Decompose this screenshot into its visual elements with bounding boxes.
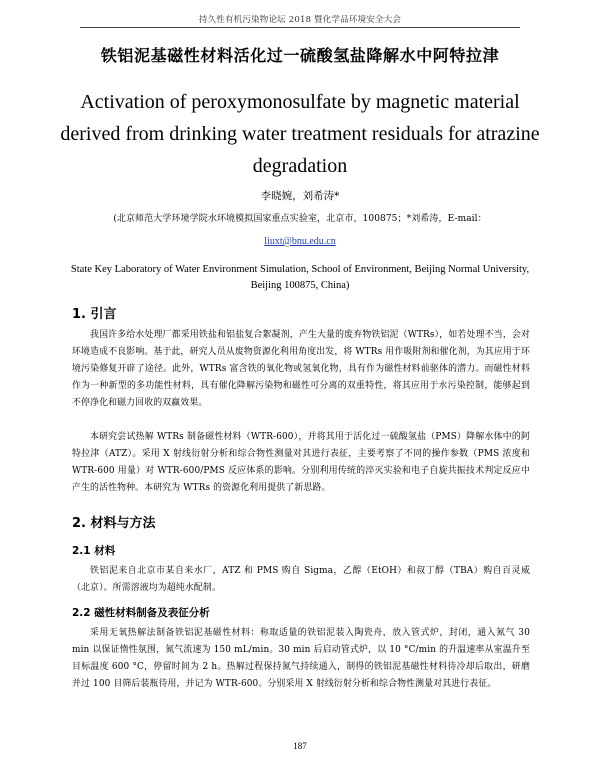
subsection-heading-preparation: 2.2 磁性材料制备及表征分析 xyxy=(72,607,210,619)
email-link[interactable]: liuxt@bnu.edu.cn xyxy=(264,236,336,247)
running-header: 持久性有机污染物论坛 2018 暨化学品环境安全大会 xyxy=(80,13,520,28)
authors: 李晓婉，刘希涛* xyxy=(260,190,340,202)
section-heading-methods: 2. 材料与方法 xyxy=(72,516,156,531)
email-line xyxy=(0,236,600,247)
subsection-heading-materials: 2.1 材料 xyxy=(72,545,116,557)
page-number: 187 xyxy=(293,741,307,751)
intro-paragraph-2: 本研究尝试热解 WTRs 制备磁性材料（WTR-600），并将其用于活化过一硫酸氢盐（PMS）降解水体中的阿特拉津（ATZ）。采用 X 射线衍射分析和综合物性测量对其进行表征，主要考察了不同的操作参数（PMS 浓度和 WTR-600 用量）对 WTR-600/PMS 反应体系的影响。分别利用传统的淬灭实验和电子自旋共振技术判定反应中产生的活性物种。本研究为 WTRs 的资源化利用提供了新思路。 xyxy=(72,432,530,493)
materials-paragraph: 铁铝泥来自北京市某自来水厂，ATZ 和 PMS 购自 Sigma，乙醇（EtOH）和叔丁醇（TBA）购自百灵威（北京）。所需溶液均为超纯水配制。 xyxy=(72,566,530,593)
title-chinese: 铁铝泥基磁性材料活化过一硫酸氢盐降解水中阿特拉津 xyxy=(100,46,500,65)
section-heading-introduction: 1. 引言 xyxy=(72,307,117,322)
preparation-paragraph: 采用无氧热解法制备铁铝泥基磁性材料：称取适量的铁铝泥装入陶瓷舟，放入管式炉，封闭，通入氮气 30 min 以保证惰性氛围，氮气流速为 150 mL/min。30 min 后启动管式炉，以 10 °C/min 的升温速率从室温升至目标温度 600 °C，停留时间为 2 h。热解过程保持氮气持续通入，制得的铁铝泥基磁性材料待冷却后取出，研磨并过 100 目筛后装瓶待用，并记为 WTR-600。分别采用 X 射线衍射分析和综合物性测量对其进行表征。 xyxy=(72,628,530,689)
affiliation-chinese: (北京师范大学环境学院水环境模拟国家重点实验室，北京市，100875；*刘希涛，E-mail： xyxy=(113,214,487,224)
title-english: Activation of peroxymonosulfate by magnetic material derived from drinking water treatment residuals for atrazine degradation xyxy=(60,91,540,177)
affiliation-english: State Key Laboratory of Water Environment Simulation, School of Environment, Beijing Normal University, Beijing 100875, China) xyxy=(70,264,530,291)
intro-paragraph-1: 我国许多给水处理厂都采用铁盐和铝盐复合絮凝剂，产生大量的废弃物铁铝泥（WTRs），如若处理不当，会对环境造成不良影响。基于此，研究人员从废物资源化利用角度出发，将 WTRs 用作吸附剂和催化剂，为其应用于环境污染修复开辟了途径。此外，WTRs 富含铁的氧化物或氢氧化物，具有作为磁性材料前驱体的潜力。而磁性材料作为一种新型的多功能性材料，具有催化降解污染物和磁性可分离的双重特性，将其应用于水污染控制，能够起到不停净化和磁力回收的双赢效果。 xyxy=(72,330,530,408)
